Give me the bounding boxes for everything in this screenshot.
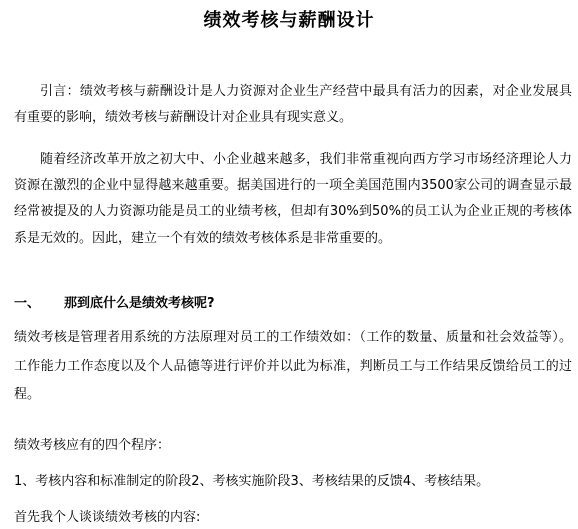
document-title: 绩效考核与薪酬设计	[203, 10, 375, 31]
truncated-line: 首先我个人谈谈绩效考核的内容:	[14, 510, 201, 525]
section-heading	[14, 291, 572, 317]
section-heading-number: 一、	[14, 296, 41, 311]
intro-paragraph: 引言：绩效考核与薪酬设计是人力资源对企业生产经营中最具有活力的因素，对企业发展具有重要的影响，绩效考核与薪酬设计对企业具有现实意义。	[14, 84, 572, 126]
section-heading-text: 那到底什么是绩效考核呢?	[64, 296, 215, 311]
background-paragraph: 随着经济改革开放之初大中、小企业越来越多，我们非常重视向西方学习市场经济理论人力资源在激烈的企业中显得越来越重要。据美国进行的一项全美国范围内3500家公司的调查显示最经常被提及的人力资源功能是员工的业绩考核，但却有30%到50%的员工认为企业正规的考核体系是无效的。因此，建立一个有效的绩效考核体系是非常重要的。	[14, 152, 572, 246]
definition-paragraph: 绩效考核是管理者用系统的方法原理对员工的工作绩效如：（工作的数量、质量和社会效益等）。工作能力工作态度以及个人品德等进行评价并以此为标准，判断员工与工作结果反馈给员工的过程。	[14, 330, 572, 402]
procedure-steps: 1、考核内容和标准制定的阶段2、考核实施阶段3、考核结果的反馈4、考核结果。	[14, 474, 490, 489]
procedure-intro: 绩效考核应有的四个程序：	[14, 438, 171, 453]
